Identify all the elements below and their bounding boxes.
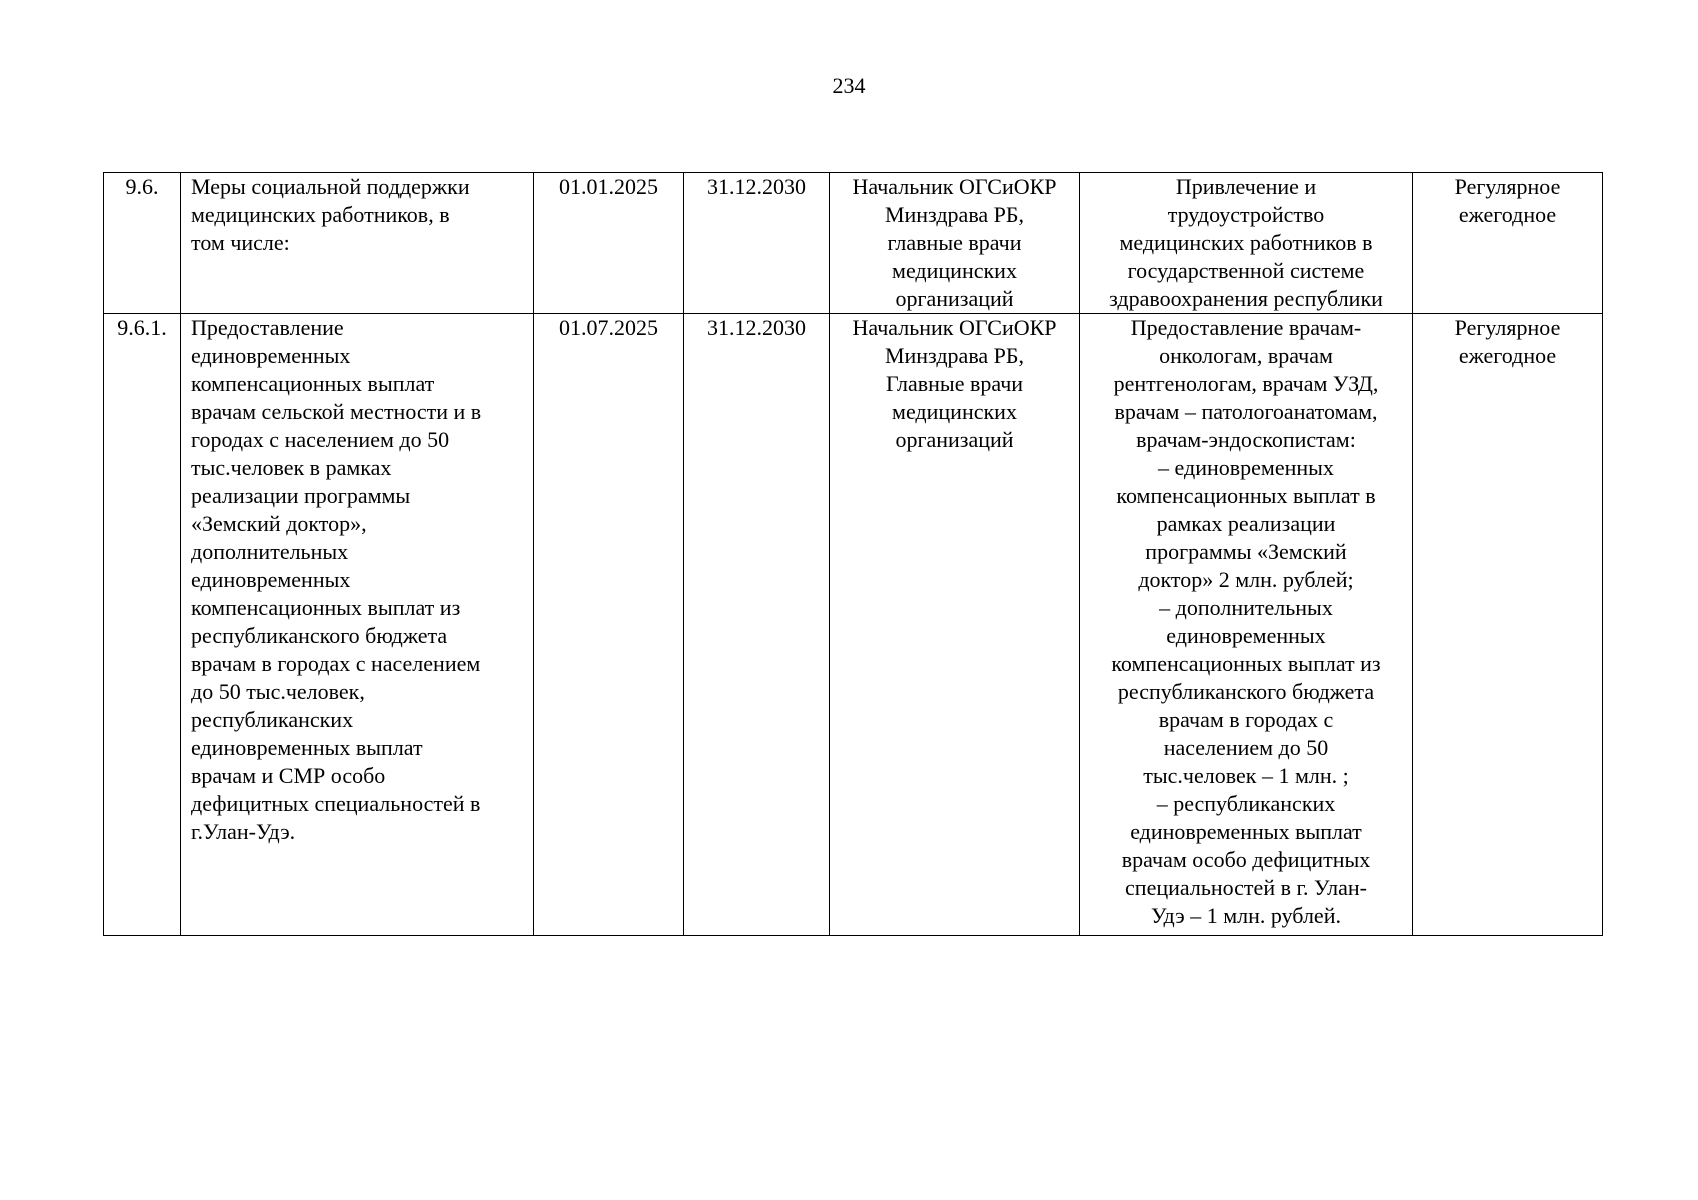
- responsible-cell: [830, 314, 1080, 936]
- result-line: – республиканских: [1156, 791, 1336, 816]
- result-line: единовременных выплат: [1130, 819, 1362, 844]
- responsible-line: Минздрава РБ,: [884, 343, 1025, 368]
- result-line: специальностей в г. Улан-: [1125, 875, 1367, 900]
- measure-name-line: врачам в городах с населением: [191, 651, 481, 676]
- result-line: медицинских работников в: [1119, 230, 1373, 255]
- result-cell: [1080, 314, 1413, 936]
- measure-name-line: дефицитных специальностей в: [191, 791, 481, 816]
- end-date-cell: [684, 314, 830, 936]
- measure-name-line: медицинских работников, в: [191, 202, 450, 227]
- responsible-line: Начальник ОГСиОКР: [852, 315, 1057, 340]
- responsible-line: организаций: [895, 427, 1014, 452]
- frequency-cell: [1413, 173, 1603, 314]
- result-line: врачам – патологоанатомам,: [1114, 399, 1378, 424]
- result-line: Удэ – 1 млн. рублей.: [1151, 903, 1341, 928]
- end-date-cell: [684, 173, 830, 314]
- responsible-line: Начальник ОГСиОКР: [852, 174, 1057, 199]
- responsible-line: медицинских: [892, 258, 1017, 283]
- measure-name-line: единовременных: [191, 343, 351, 368]
- responsible-line: Минздрава РБ,: [884, 202, 1025, 227]
- frequency-cell: [1413, 314, 1603, 936]
- page-number: 234: [832, 73, 866, 98]
- table-row: [104, 173, 1603, 314]
- item-number-cell: [104, 314, 181, 936]
- result-line: врачам-эндоскопистам:: [1136, 427, 1356, 452]
- item-number: 9.6.: [125, 174, 159, 199]
- measures-table: [103, 172, 1603, 936]
- table-row: [104, 314, 1603, 936]
- end-date: 31.12.2030: [707, 174, 806, 199]
- result-line: врачам в городах с: [1158, 707, 1334, 732]
- measure-name-line: Меры социальной поддержки: [191, 174, 470, 199]
- measure-name-line: «Земский доктор»,: [191, 511, 367, 536]
- start-date: 01.07.2025: [559, 315, 658, 340]
- measure-name-line: врачам и СМР особо: [191, 763, 386, 788]
- frequency-line: Регулярное: [1454, 315, 1561, 340]
- result-line: компенсационных выплат в: [1116, 483, 1376, 508]
- result-line: республиканского бюджета: [1117, 679, 1375, 704]
- frequency-line: ежегодное: [1458, 202, 1557, 227]
- start-date-cell: [534, 173, 684, 314]
- result-line: рентгенологам, врачам УЗД,: [1113, 371, 1379, 396]
- measure-name-line: компенсационных выплат из: [191, 595, 461, 620]
- measure-name-line: Предоставление: [191, 315, 344, 340]
- result-line: – единовременных: [1158, 455, 1334, 480]
- result-line: онкологам, врачам: [1159, 343, 1333, 368]
- measure-name-line: компенсационных выплат: [191, 371, 435, 396]
- result-line: врачам особо дефицитных: [1121, 847, 1371, 872]
- responsible-line: медицинских: [892, 399, 1017, 424]
- measure-name-line: том числе:: [191, 230, 290, 255]
- measure-name-line: единовременных: [191, 567, 351, 592]
- result-line: здравоохранения республики: [1109, 286, 1383, 311]
- measure-name-line: городах с населением до 50: [191, 427, 450, 452]
- result-line: доктор» 2 млн. рублей;: [1138, 567, 1354, 592]
- result-line: Предоставление врачам-: [1130, 315, 1362, 340]
- result-line: Привлечение и: [1175, 174, 1317, 199]
- result-line: единовременных: [1166, 623, 1326, 648]
- result-line: трудоустройство: [1167, 202, 1325, 227]
- responsible-line: главные врачи: [887, 230, 1022, 255]
- result-line: населением до 50: [1163, 735, 1329, 760]
- measure-name-line: республиканского бюджета: [191, 623, 448, 648]
- result-line: государственной системе: [1127, 258, 1365, 283]
- measure-name-line: республиканских: [191, 707, 354, 732]
- responsible-line: организаций: [895, 286, 1014, 311]
- measure-name-line: врачам сельской местности и в: [191, 399, 482, 424]
- measure-name-line: единовременных выплат: [191, 735, 423, 760]
- result-cell: [1080, 173, 1413, 314]
- measure-name-line: дополнительных: [191, 539, 349, 564]
- frequency-line: Регулярное: [1454, 174, 1561, 199]
- result-line: тыс.человек – 1 млн. ;: [1143, 763, 1349, 788]
- result-line: программы «Земский: [1145, 539, 1347, 564]
- result-line: рамках реализации: [1156, 511, 1336, 536]
- responsible-line: Главные врачи: [885, 371, 1024, 396]
- responsible-cell: [830, 173, 1080, 314]
- measure-name-line: до 50 тыс.человек,: [191, 679, 365, 704]
- measure-name-line: реализации программы: [191, 483, 411, 508]
- start-date: 01.01.2025: [559, 174, 658, 199]
- result-line: – дополнительных: [1159, 595, 1333, 620]
- measure-name-cell: [181, 314, 534, 936]
- measure-name-line: тыс.человек в рамках: [191, 455, 392, 480]
- result-line: компенсационных выплат из: [1111, 651, 1381, 676]
- measure-name-line: г.Улан-Удэ.: [191, 819, 296, 844]
- end-date: 31.12.2030: [707, 315, 806, 340]
- item-number: 9.6.1.: [117, 315, 167, 340]
- frequency-line: ежегодное: [1458, 343, 1557, 368]
- measure-name-cell: [181, 173, 534, 314]
- start-date-cell: [534, 314, 684, 936]
- item-number-cell: [104, 173, 181, 314]
